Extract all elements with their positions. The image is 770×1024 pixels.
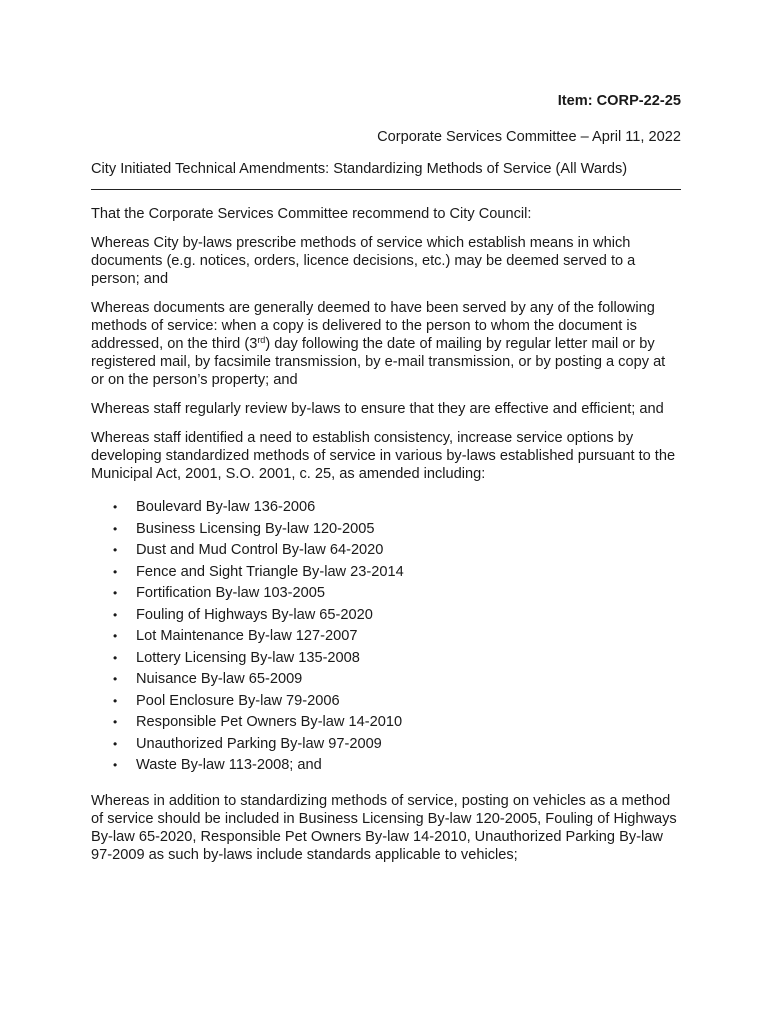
bullet-icon: •	[113, 758, 118, 772]
bullet-icon: •	[113, 650, 118, 665]
bylaw-name: Fortification By-law 103-2005	[136, 585, 325, 601]
bylaw-name: Responsible Pet Owners By-law 14-2010	[136, 714, 403, 730]
bylaw-name: Dust and Mud Control By-law 64-2020	[136, 542, 384, 558]
bylaw-list-item	[113, 519, 681, 541]
bylaw-list-item	[113, 755, 681, 777]
bylaw-list-item	[113, 648, 681, 670]
bylaw-name: Pool Enclosure By-law 79-2006	[136, 692, 340, 709]
bullet-icon: •	[113, 629, 118, 643]
ordinal-superscript: rd	[257, 335, 266, 345]
whereas-paragraph-3: Whereas staff regularly review by-laws to ensure that they are effective and efficient; and	[91, 401, 664, 417]
whereas-paragraph-2-part-2: ) day following the date of mailing by regular letter mail or by registered mail, by facsimile transmission, by e-mail transmission, or by posting a copy at or on the person’s property; and	[91, 336, 666, 388]
whereas-paragraph-2	[91, 299, 681, 389]
bylaw-name: Lottery Licensing By-law 135-2008	[136, 649, 360, 666]
bylaw-name: Boulevard By-law 136-2006	[136, 499, 316, 515]
bylaw-list-item	[113, 497, 681, 519]
whereas-paragraph-2-part-1: Whereas documents are generally deemed to have been served by any of the following methods of service: when a copy is delivered to the person to whom the document is addressed, on the third (3	[91, 300, 655, 352]
bullet-icon: •	[113, 607, 118, 622]
bylaw-name: Fouling of Highways By-law 65-2020	[136, 606, 373, 623]
bylaw-list-item	[113, 691, 681, 713]
bylaw-list-item	[113, 669, 681, 691]
bylaw-list-item	[113, 626, 681, 648]
bullet-icon: •	[113, 693, 118, 708]
bylaw-list-item	[113, 712, 681, 734]
document-page	[91, 92, 681, 864]
bylaw-name: Unauthorized Parking By-law 97-2009	[136, 735, 382, 752]
bylaw-list	[91, 497, 681, 777]
bullet-icon: •	[113, 564, 118, 579]
bylaw-name: Fence and Sight Triangle By-law 23-2014	[136, 563, 404, 580]
bullet-icon: •	[113, 521, 118, 536]
bylaw-list-item	[113, 562, 681, 584]
bylaw-name: Nuisance By-law 65-2009	[136, 671, 303, 687]
bylaw-list-item	[113, 734, 681, 756]
bylaw-name: Business Licensing By-law 120-2005	[136, 520, 375, 537]
bylaw-name: Waste By-law 113-2008; and	[136, 757, 322, 773]
bullet-icon: •	[113, 672, 118, 686]
recommendation-intro: That the Corporate Services Committee recommend to City Council:	[91, 206, 532, 222]
whereas-paragraph-4: Whereas staff identified a need to establish consistency, increase service options by developing standardized methods of service in various by-laws established pursuant to the Municipal Act, 2001, S.O. 2001, c. 25, as amended including:	[91, 430, 676, 482]
bylaw-list-item	[113, 540, 681, 562]
bullet-icon: •	[113, 500, 118, 514]
whereas-paragraph-1: Whereas City by-laws prescribe methods of service which establish means in which documents (e.g. notices, orders, licence decisions, etc.) may be deemed served to a person; and	[91, 235, 636, 287]
bullet-icon: •	[113, 586, 118, 600]
bylaw-list-item	[113, 605, 681, 627]
report-subject: City Initiated Technical Amendments: Standardizing Methods of Service (All Wards)	[91, 161, 628, 177]
bullet-icon: •	[113, 715, 118, 729]
item-number: Item: CORP-22-25	[557, 93, 681, 109]
bullet-icon: •	[113, 543, 118, 557]
committee-date: Corporate Services Committee – April 11, 2022	[377, 129, 681, 145]
bylaw-name: Lot Maintenance By-law 127-2007	[136, 628, 358, 644]
bullet-icon: •	[113, 736, 118, 751]
whereas-paragraph-5: Whereas in addition to standardizing methods of service, posting on vehicles as a method of service should be included in Business Licensing By-law 120-2005, Fouling of Highways By-law 65-2020, Responsible Pet Owners By-law 14-2010, Unauthorized Parking By-law 97-2009 as such by-laws include standards applicable to vehicles;	[91, 792, 677, 863]
bylaw-list-item	[113, 583, 681, 605]
header-divider	[91, 189, 681, 190]
